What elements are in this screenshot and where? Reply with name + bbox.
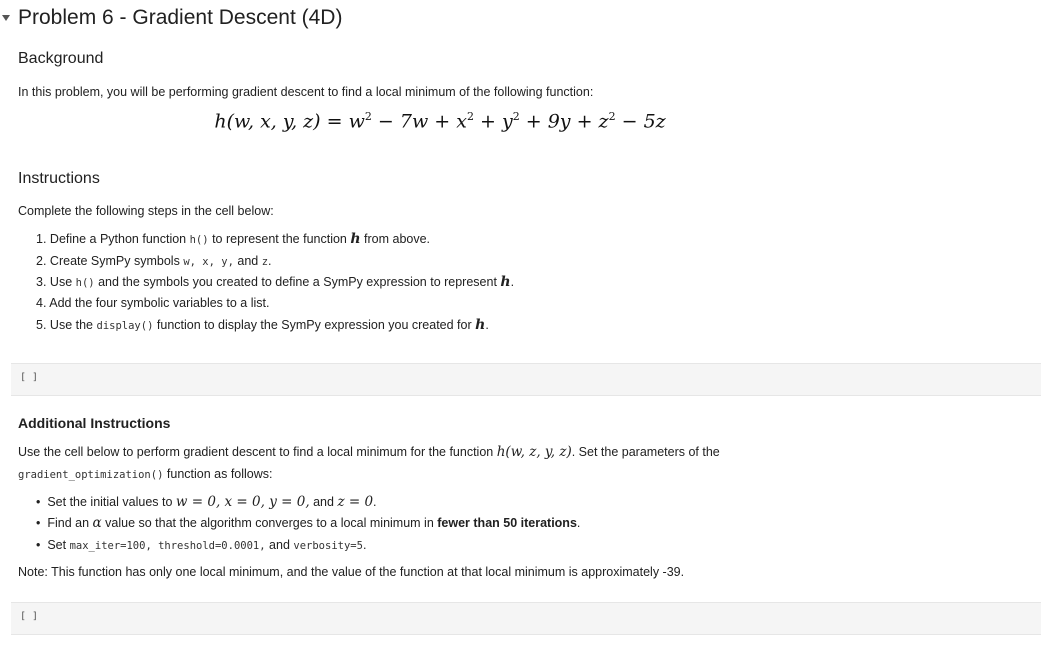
inline-math: h(w, z, y, z) bbox=[496, 444, 572, 460]
list-item bbox=[36, 273, 514, 292]
background-heading: Background bbox=[18, 50, 104, 67]
inline-code: w, x, y, bbox=[183, 256, 234, 268]
list-item bbox=[36, 230, 430, 249]
code-cell[interactable] bbox=[11, 602, 1041, 635]
additional-line2 bbox=[18, 465, 273, 484]
item-text: value so that the algorithm converges to a local minimum in bbox=[105, 516, 434, 530]
eq-w-exp: 2 bbox=[364, 110, 372, 123]
item-text: Create SymPy symbols bbox=[49, 254, 180, 268]
eq-y-exp: 2 bbox=[512, 110, 520, 123]
eq-minus-5z: − 5z bbox=[621, 110, 666, 133]
item-text: . bbox=[576, 516, 581, 530]
list-item bbox=[36, 514, 580, 532]
eq-minus-7w: − 7w + bbox=[377, 110, 451, 133]
eq-z: z bbox=[598, 110, 609, 133]
eq-plus: + bbox=[480, 110, 496, 133]
instructions-text: Complete the following steps in the cell below: bbox=[18, 204, 274, 218]
inline-math: w = 0, x = 0, y = 0, bbox=[175, 494, 310, 510]
item-text: and bbox=[237, 254, 259, 268]
inline-code: h() bbox=[75, 277, 95, 289]
inline-math: α bbox=[92, 515, 102, 531]
list-item bbox=[36, 536, 366, 555]
item-text: Use the bbox=[49, 318, 94, 332]
inline-math: h bbox=[350, 231, 361, 247]
bullet-icon: • bbox=[36, 516, 41, 530]
text: . Set the parameters of the bbox=[571, 445, 720, 459]
eq-lhs: h(w, x, y, z) = bbox=[214, 110, 343, 133]
item-text: Set bbox=[47, 538, 67, 552]
eq-w: w bbox=[348, 110, 365, 133]
item-number: 1. bbox=[36, 232, 47, 246]
eq-z-exp: 2 bbox=[608, 110, 616, 123]
bullet-icon: • bbox=[36, 538, 41, 552]
list-item bbox=[36, 316, 489, 335]
item-text: . bbox=[510, 275, 515, 289]
item-text: and the symbols you created to define a SymPy expression to represent bbox=[98, 275, 497, 289]
item-text: . bbox=[485, 318, 489, 332]
item-text: Set the initial values to bbox=[47, 495, 173, 509]
inline-code: h() bbox=[189, 234, 209, 246]
section-title: Problem 6 - Gradient Descent (4D) bbox=[18, 6, 343, 29]
background-text: In this problem, you will be performing gradient descent to find a local minimum of the following function: bbox=[18, 85, 594, 99]
bullet-icon: • bbox=[36, 495, 41, 509]
instructions-heading: Instructions bbox=[18, 170, 100, 187]
additional-line1 bbox=[18, 443, 720, 461]
bold-text: fewer than 50 iterations bbox=[437, 516, 577, 530]
eq-x-exp: 2 bbox=[466, 110, 474, 123]
item-text: Add the four symbolic variables to a list. bbox=[49, 296, 270, 310]
item-text: to represent the function bbox=[212, 232, 347, 246]
item-text: Use bbox=[49, 275, 73, 289]
item-number: 4. bbox=[36, 296, 47, 310]
cell-prompt: [ ] bbox=[20, 372, 39, 383]
section-header bbox=[0, 4, 342, 32]
text: function as follows: bbox=[166, 467, 273, 481]
list-item bbox=[36, 252, 272, 271]
note-text: Note: This function has only one local minimum, and the value of the function at that local minimum is approximately -39. bbox=[18, 565, 685, 579]
additional-heading: Additional Instructions bbox=[18, 415, 171, 431]
inline-code: gradient_optimization() bbox=[18, 469, 164, 481]
inline-code: z bbox=[261, 256, 269, 268]
inline-math: h bbox=[500, 274, 511, 290]
collapse-caret-icon[interactable] bbox=[2, 15, 10, 21]
item-text: and bbox=[313, 495, 334, 509]
item-text: Find an bbox=[47, 516, 90, 530]
function-equation bbox=[0, 110, 880, 132]
item-text: . bbox=[362, 538, 367, 552]
list-item bbox=[36, 294, 269, 312]
inline-code: max_iter=100, threshold=0.0001, bbox=[69, 540, 266, 552]
eq-plus-9y: + 9y + bbox=[525, 110, 593, 133]
eq-x: x bbox=[456, 110, 467, 133]
list-item bbox=[36, 493, 377, 511]
inline-math: h bbox=[475, 317, 486, 333]
item-number: 5. bbox=[36, 318, 47, 332]
eq-y: y bbox=[501, 110, 513, 133]
item-number: 3. bbox=[36, 275, 47, 289]
item-number: 2. bbox=[36, 254, 47, 268]
text: Use the cell below to perform gradient descent to find a local minimum for the function bbox=[18, 445, 494, 459]
item-text: . bbox=[373, 495, 377, 509]
code-cell[interactable] bbox=[11, 363, 1041, 396]
item-text: . bbox=[268, 254, 272, 268]
inline-math: z = 0 bbox=[337, 494, 374, 510]
item-text: function to display the SymPy expression you created for bbox=[156, 318, 472, 332]
cell-prompt: [ ] bbox=[20, 611, 39, 622]
item-text: from above. bbox=[364, 232, 431, 246]
item-text: Define a Python function bbox=[49, 232, 187, 246]
inline-code: display() bbox=[96, 320, 154, 332]
item-text: and bbox=[269, 538, 290, 552]
inline-code: verbosity=5 bbox=[293, 540, 363, 552]
